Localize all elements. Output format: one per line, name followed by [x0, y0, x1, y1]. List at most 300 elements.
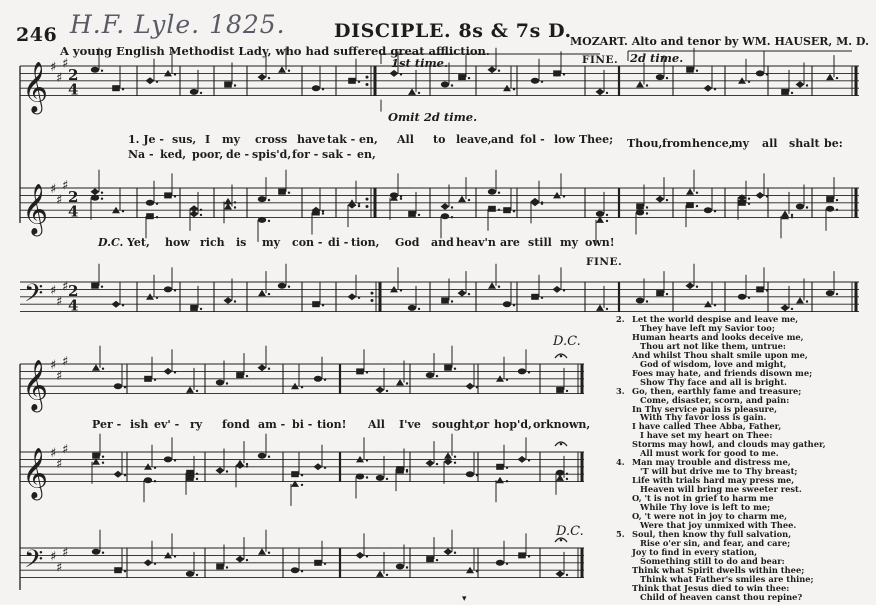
note-head — [704, 188, 716, 213]
note-dot — [268, 77, 270, 79]
note-head — [144, 357, 156, 382]
note-dot — [418, 308, 420, 310]
shape-note-diamond — [531, 198, 540, 205]
verse-line: Show Thy face and all is bright. — [640, 376, 787, 387]
note-dot — [122, 304, 124, 306]
note-dot — [234, 300, 236, 302]
repeat-dot — [371, 292, 374, 295]
verse-line: Something still to do and bear: — [640, 555, 785, 566]
note-dot — [156, 81, 158, 83]
shape-note-diamond — [444, 548, 453, 555]
sharp-icon: ♯ — [50, 549, 57, 565]
treble-clef-icon: 𝄞 — [22, 183, 49, 235]
note-head — [144, 477, 156, 502]
lyric-syllable: All — [397, 133, 414, 146]
note-dot — [791, 92, 793, 94]
lyric-syllable: heav'n — [456, 236, 496, 249]
note-dot — [358, 81, 360, 83]
note-head — [91, 48, 103, 73]
verse-line: Were that joy unmixed with Thee. — [640, 519, 797, 530]
shape-note-oval — [556, 470, 564, 476]
note-head — [488, 206, 500, 231]
note-dot — [468, 77, 470, 79]
shape-note-oval — [258, 453, 266, 459]
note-head — [356, 349, 368, 374]
shape-note-oval — [396, 564, 404, 570]
note-head — [144, 445, 156, 470]
note-dot — [748, 81, 750, 83]
sharp-icon: ♯ — [56, 193, 63, 209]
note-head — [496, 541, 508, 566]
note-head — [258, 530, 270, 555]
note-head — [444, 530, 457, 556]
note-head — [291, 452, 303, 477]
note-dot — [322, 212, 324, 214]
note-head — [686, 202, 698, 227]
note-dot — [498, 286, 500, 288]
lyric-syllable: en, — [357, 148, 376, 161]
note-head — [636, 210, 648, 235]
verse-line: And whilst Thou shalt smile upon me, — [632, 349, 808, 360]
shape-note-square — [396, 466, 404, 472]
note-dot — [513, 88, 515, 90]
lyric-syllable: Yet, — [127, 236, 150, 249]
verse-line: Human hearts and looks deceive me, — [632, 331, 804, 342]
note-head — [146, 181, 158, 206]
lyric-syllable: and — [491, 133, 514, 146]
note-dot — [268, 368, 270, 370]
note-dot — [124, 386, 126, 388]
verse-line: Go, then, earthly fame and treasure; — [632, 385, 802, 396]
note-dot — [358, 205, 360, 207]
verse-line: All must work for good to me. — [640, 448, 779, 459]
shape-note-square — [236, 372, 244, 378]
note-dot — [606, 308, 608, 310]
lyric-syllable: I've — [399, 418, 421, 431]
note-head — [92, 434, 104, 459]
shape-note-diamond — [656, 196, 665, 203]
shape-note-square — [426, 556, 434, 562]
shape-note-diamond — [426, 460, 435, 467]
note-head — [458, 271, 471, 297]
verse-line: Thou art not like them, untrue: — [640, 340, 786, 351]
note-dot — [156, 216, 158, 218]
bass-clef-icon: 𝄢 — [24, 279, 44, 315]
shape-note-diamond — [236, 462, 245, 469]
verse-line: Child of heaven canst thou repine? — [640, 591, 803, 602]
shape-note-square — [518, 552, 526, 558]
lyric-syllable: ish — [130, 418, 149, 431]
note-head — [390, 173, 402, 198]
verse-line: O, 't is not in grief to harm me — [632, 493, 774, 504]
sharp-icon: ♯ — [50, 358, 57, 373]
note-head — [164, 51, 176, 76]
lyric-syllable: be: — [824, 137, 843, 150]
lyric-syllable: my — [731, 137, 750, 150]
note-dot — [476, 386, 478, 388]
note-dot — [301, 386, 303, 388]
lyric-syllable: I — [205, 133, 211, 146]
note-dot — [386, 478, 388, 480]
shape-note-diamond — [356, 552, 365, 559]
shape-note-diamond — [756, 192, 765, 199]
note-dot — [714, 304, 716, 306]
shape-note-diamond — [556, 570, 565, 577]
shape-note-oval — [466, 471, 474, 477]
note-dot — [246, 465, 248, 467]
note-dot — [714, 88, 716, 90]
shape-note-oval — [441, 82, 449, 88]
lyric-syllable: Na - — [128, 148, 154, 161]
note-dot — [102, 552, 104, 554]
lyric-syllable: how — [165, 236, 190, 249]
verse-line: With Thy favor loss is gain. — [640, 412, 767, 423]
shape-note-diamond — [112, 301, 121, 308]
shape-note-triangle — [186, 386, 194, 393]
shape-note-square — [314, 560, 322, 566]
lyric-syllable: all — [762, 137, 778, 150]
shape-note-triangle — [796, 297, 804, 304]
note-head — [656, 177, 669, 203]
note-dot — [566, 478, 568, 480]
sharp-icon: ♯ — [56, 369, 63, 385]
lyric-syllable: ked, — [160, 148, 187, 161]
verse-line: I have called Thee Abba, Father, — [632, 421, 782, 432]
verse-line: In Thy service pain is pleasure, — [632, 403, 778, 414]
shape-note-oval — [114, 383, 122, 389]
shape-note-square — [556, 387, 564, 393]
note-head — [278, 264, 290, 289]
note-dot — [288, 286, 290, 288]
lyric-dc-prefix: D.C. — [98, 236, 124, 249]
note-dot — [541, 297, 543, 299]
note-dot — [476, 474, 478, 476]
shape-note-square — [190, 305, 198, 311]
lyric-syllable: ry — [190, 418, 203, 431]
lyric-syllable: or — [476, 418, 490, 431]
shape-note-square — [356, 368, 364, 374]
shape-note-diamond — [236, 556, 245, 563]
lyric-syllable: sak - — [322, 148, 352, 161]
shape-note-square — [348, 78, 356, 84]
note-dot — [696, 205, 698, 207]
shape-note-diamond — [258, 364, 267, 371]
note-dot — [154, 480, 156, 482]
note-dot — [322, 304, 324, 306]
note-dot — [836, 77, 838, 79]
shape-note-diamond — [224, 297, 233, 304]
shape-note-square — [224, 82, 232, 88]
note-dot — [541, 201, 543, 203]
shape-note-triangle — [376, 570, 384, 577]
lyric-syllable: hop'd, — [494, 418, 532, 431]
lyric-syllable: my — [222, 133, 241, 146]
note-dot — [174, 555, 176, 557]
note-head — [164, 267, 176, 292]
note-head — [312, 210, 324, 235]
shape-note-diamond — [596, 88, 605, 95]
verse-line: Storms may howl, and clouds may gather, — [632, 439, 826, 450]
note-head — [556, 470, 568, 495]
shape-note-oval — [488, 189, 496, 195]
lyric-syllable: di - — [328, 236, 349, 249]
sharp-icon: ♯ — [50, 446, 57, 461]
sharp-icon: ♯ — [62, 279, 69, 295]
lyric-syllable: en, — [359, 133, 378, 146]
shape-note-oval — [376, 475, 384, 481]
note-head — [291, 364, 303, 389]
omit-second-time-label: Omit 2d time. — [388, 110, 478, 124]
shape-note-diamond — [314, 463, 323, 470]
verse-line: Think what Father's smiles are thine; — [640, 573, 814, 584]
note-dot — [541, 81, 543, 83]
note-dot — [154, 467, 156, 469]
shape-note-oval — [186, 571, 194, 577]
note-dot — [566, 574, 568, 576]
note-dot — [451, 206, 453, 208]
shape-note-oval — [356, 474, 364, 480]
treble-clef-icon: 𝄞 — [22, 359, 49, 411]
note-dot — [696, 192, 698, 194]
note-dot — [358, 297, 360, 299]
verse-number: 4. — [616, 457, 625, 468]
shape-note-oval — [278, 283, 286, 289]
note-dot — [766, 289, 768, 291]
note-dot — [400, 195, 402, 197]
repeat-dot — [366, 205, 369, 208]
note-dot — [646, 84, 648, 86]
note-dot — [748, 203, 750, 205]
shape-note-triangle — [278, 66, 286, 73]
lyric-syllable: con - — [292, 236, 323, 249]
note-head — [312, 282, 324, 307]
note-dot — [268, 220, 270, 222]
note-dot — [528, 555, 530, 557]
note-dot — [174, 73, 176, 75]
shape-note-oval — [656, 74, 664, 80]
shape-note-oval — [636, 210, 644, 216]
shape-note-diamond — [466, 383, 475, 390]
shape-note-oval — [531, 78, 539, 84]
shape-note-diamond — [91, 188, 100, 195]
note-head — [488, 170, 500, 195]
shape-note-oval — [190, 89, 198, 95]
note-dot — [288, 70, 290, 72]
verse-line: Rise o'er sin, and fear, and care; — [640, 537, 791, 548]
note-dot — [696, 286, 698, 288]
note-head — [164, 173, 176, 198]
note-head — [258, 434, 270, 459]
note-dot — [174, 289, 176, 291]
note-head — [396, 466, 408, 491]
note-head — [236, 353, 248, 378]
note-dot — [454, 552, 456, 554]
verse-line: Foes may hate, and friends disown me; — [632, 367, 813, 378]
lyric-syllable: am - — [258, 418, 286, 431]
repeat-dot — [366, 76, 369, 79]
repeat-dot — [366, 83, 369, 86]
note-head — [114, 548, 126, 573]
note-dot — [566, 473, 568, 475]
note-dot — [386, 390, 388, 392]
note-dot — [666, 77, 668, 79]
note-dot — [200, 209, 202, 211]
shape-note-square — [216, 564, 224, 570]
second-ending-label: 2d time. — [630, 51, 684, 65]
note-head — [92, 346, 104, 371]
shape-note-triangle — [596, 304, 604, 311]
sharp-icon: ♯ — [62, 56, 69, 72]
note-dot — [606, 92, 608, 94]
shape-note-square — [488, 206, 496, 212]
note-dot — [436, 463, 438, 465]
lyric-syllable: known, — [546, 418, 591, 431]
note-dot — [791, 308, 793, 310]
lyric-syllable: or — [533, 418, 547, 431]
sharp-icon: ♯ — [62, 545, 69, 561]
note-head — [112, 66, 124, 91]
note-dot — [101, 70, 103, 72]
shape-note-diamond — [553, 286, 562, 293]
shape-note-diamond — [164, 368, 173, 375]
page-bottom-mark: ▾ — [462, 594, 467, 604]
note-dot — [748, 198, 750, 200]
dc-marking-bottom: D.C. — [556, 524, 584, 539]
lyric-syllable: are — [500, 236, 520, 249]
shape-note-oval — [826, 290, 834, 296]
note-dot — [836, 199, 838, 201]
lyric-syllable: tion! — [317, 418, 347, 431]
note-dot — [196, 390, 198, 392]
verse-line: Man may trouble and distress me, — [632, 457, 791, 468]
lyric-syllable: is — [236, 236, 247, 249]
note-dot — [366, 476, 368, 478]
verse-number: 5. — [616, 528, 625, 539]
note-head — [656, 55, 668, 80]
note-dot — [468, 293, 470, 295]
note-head — [236, 537, 249, 563]
note-dot — [124, 474, 126, 476]
note-dot — [234, 201, 236, 203]
shape-note-square — [458, 74, 466, 80]
note-dot — [498, 192, 500, 194]
note-head — [356, 437, 368, 462]
note-dot — [246, 375, 248, 377]
shape-note-triangle — [408, 88, 416, 95]
lyric-syllable: poor, — [192, 148, 224, 161]
note-head — [488, 48, 501, 73]
note-head — [496, 445, 508, 470]
note-dot — [806, 84, 808, 86]
lyric-syllable: ev' - — [154, 418, 180, 431]
note-dot — [836, 293, 838, 295]
shape-note-oval — [314, 376, 322, 382]
note-head — [826, 55, 838, 80]
lyric-syllable: tion, — [351, 236, 380, 249]
note-dot — [451, 84, 453, 86]
lyric-syllable: own! — [585, 236, 615, 249]
note-dot — [324, 467, 326, 469]
shape-note-triangle — [258, 548, 266, 555]
page-number: 246 — [16, 24, 58, 46]
shape-note-square — [91, 283, 99, 289]
shape-note-triangle — [826, 74, 834, 81]
verse-line: O, 't were not in joy to charm me, — [632, 510, 788, 521]
note-dot — [102, 462, 104, 464]
note-dot — [606, 214, 608, 216]
shape-note-diamond — [796, 81, 805, 88]
repeat-dot — [366, 198, 369, 201]
shape-note-triangle — [458, 196, 466, 203]
shape-note-oval — [216, 380, 224, 386]
note-dot — [268, 293, 270, 295]
note-dot — [322, 88, 324, 90]
note-head — [114, 364, 126, 389]
note-dot — [400, 198, 402, 200]
note-head — [186, 470, 198, 495]
lyric-syllable: Thou, — [627, 137, 663, 150]
note-head — [496, 477, 508, 503]
shape-note-oval — [503, 301, 511, 307]
lyric-syllable: de - — [226, 148, 250, 161]
note-dot — [324, 379, 326, 381]
note-dot — [196, 473, 198, 475]
note-dot — [288, 192, 290, 194]
shape-note-oval — [164, 456, 172, 462]
note-dot — [366, 459, 368, 461]
sharp-icon: ♯ — [56, 457, 63, 473]
note-head — [656, 271, 668, 296]
note-head — [356, 474, 368, 499]
note-dot — [226, 566, 228, 568]
note-head — [314, 541, 326, 566]
note-dot — [528, 459, 530, 461]
note-head — [91, 170, 104, 196]
shape-note-square — [441, 298, 449, 304]
shape-note-oval — [826, 206, 834, 212]
note-head — [112, 188, 124, 213]
note-dot — [154, 563, 156, 565]
note-dot — [436, 559, 438, 561]
note-head — [553, 51, 565, 76]
note-head — [390, 194, 402, 220]
note-head — [92, 458, 104, 484]
note-dot — [696, 70, 698, 72]
lyric-syllable: have — [297, 133, 326, 146]
verse-number: 2. — [616, 314, 625, 324]
note-head — [258, 55, 271, 81]
shape-note-triangle — [496, 477, 504, 484]
sharp-icon: ♯ — [56, 71, 63, 87]
verse-line: They have left my Savior too; — [640, 322, 775, 333]
shape-note-oval — [144, 477, 152, 483]
lyric-syllable: sus, — [172, 133, 197, 146]
shape-note-square — [496, 464, 504, 470]
note-head — [278, 48, 290, 73]
verse-line: God of wisdom, love and might, — [640, 358, 787, 369]
note-dot — [666, 199, 668, 201]
time-signature-bottom: 4 — [68, 202, 79, 221]
note-dot — [268, 199, 270, 201]
note-dot — [196, 478, 198, 480]
note-dot — [436, 375, 438, 377]
shape-note-oval — [258, 196, 266, 202]
note-head — [686, 170, 698, 195]
shape-note-square — [408, 211, 416, 217]
note-dot — [246, 559, 248, 561]
shape-note-diamond — [144, 559, 153, 566]
shape-note-oval — [756, 70, 764, 76]
